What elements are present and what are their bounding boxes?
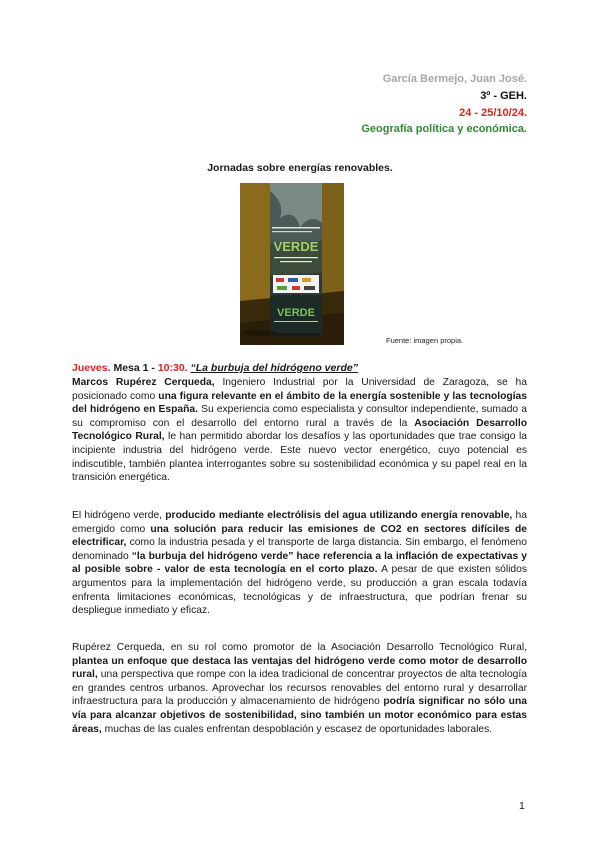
p2-text-a: El hidrógeno verde, xyxy=(72,510,166,521)
p2-text-b: ha emergido como xyxy=(72,510,527,535)
session-talk-title: “La burbuja del hidrógeno verde” xyxy=(190,362,358,374)
p1-text-c: le han permitido abordar los desafíos y las oportunidades que trae consigo la incipiente industria del hidrógeno verde. Este nuevo vector energético, cuyo potencial es indiscutible, también plantea interrogantes sobre su sostenibilidad económica y su papel real en la transición energética. xyxy=(72,431,527,484)
header-subject: Geografía política y económica. xyxy=(361,123,527,135)
header-author: García Bermejo, Juan José. xyxy=(382,73,527,85)
p2-bold-c: “la burbuja del hidrógeno verde” hace referencia a la inflación de expectativas y al posible sobre - valor de esta tecnología en el corto plazo. xyxy=(72,550,527,576)
paragraph-1 xyxy=(72,376,527,485)
figure-caption: Fuente: imagen propia. xyxy=(386,336,464,345)
session-heading xyxy=(72,362,358,375)
p1-speaker-name: Marcos Rupérez Cerqueda, xyxy=(72,377,215,388)
session-day: Jueves. xyxy=(72,362,111,374)
p3-text-b: una perspectiva que rompe con la idea tradicional de concentrar proyectos de alta tecnología en grandes centros urbanos. Aprovechar los recursos renovables del entorno rural y desarrollar infraestructura para la producción y almacenamiento de hidrógeno xyxy=(72,669,527,708)
event-banner-photo xyxy=(240,183,344,345)
p2-bold-b: una solución para reducir las emisiones de CO2 en sectores difíciles de electrificar, xyxy=(72,523,528,549)
p1-bold-b: Asociación Desarrollo Tecnológico Rural, xyxy=(72,417,527,443)
banner-word-bottom: VERDE xyxy=(277,307,315,319)
paragraph-2 xyxy=(72,509,527,618)
banner-word-top: VERDE xyxy=(273,239,319,254)
session-table: Mesa 1 - xyxy=(110,362,158,374)
paragraph-3 xyxy=(72,641,527,736)
p1-text-a: Ingeniero Industrial por la Universidad de Zaragoza, se ha posicionado como xyxy=(72,377,527,402)
p1-text-b: Su experiencia como especialista y consultor independiente, sumado a su compromiso con el desarrollo del entorno rural a través de la xyxy=(72,404,527,429)
p3-bold-b: podría significar no sólo una vía para alcanzar objetivos de sostenibilidad, sino también un motor económico para estas áreas, xyxy=(72,696,527,735)
header-course: 3º - GEH. xyxy=(480,90,527,102)
session-time: 10:30. xyxy=(157,362,188,374)
page-number: 1 xyxy=(519,800,525,812)
p2-text-c: como la industria pesada y el transporte de larga distancia. Sin embargo, el fenómeno denominado xyxy=(72,537,527,562)
p2-text-d: A pesar de que existen sólidos argumentos para la implementación del hidrógeno verde, su producción a gran escala todavía enfrenta limitaciones económicas, tecnológicas y de infraestructura, que podrían frenar su despliegue inmediato y eficaz. xyxy=(72,564,527,617)
p1-bold-a: una figura relevante en el ámbito de la energía sostenible y las tecnologías del hidrógeno en España. xyxy=(72,390,528,416)
document-title: Jornadas sobre energías renovables. xyxy=(207,162,393,174)
p3-text-a: Rupérez Cerqueda, en su rol como promotor de la Asociación Desarrollo Tecnológico Rural, xyxy=(72,642,527,653)
p3-bold-a: plantea un enfoque que destaca las ventajas del hidrógeno verde como motor de desarrollo rural, xyxy=(72,655,527,681)
header-date: 24 - 25/10/24. xyxy=(459,107,527,119)
p2-bold-a: producido mediante electrólisis del agua utilizando energía renovable, xyxy=(165,510,513,521)
p3-text-c: muchas de las cuales enfrentan despoblación y escasez de oportunidades laborales. xyxy=(101,723,493,735)
